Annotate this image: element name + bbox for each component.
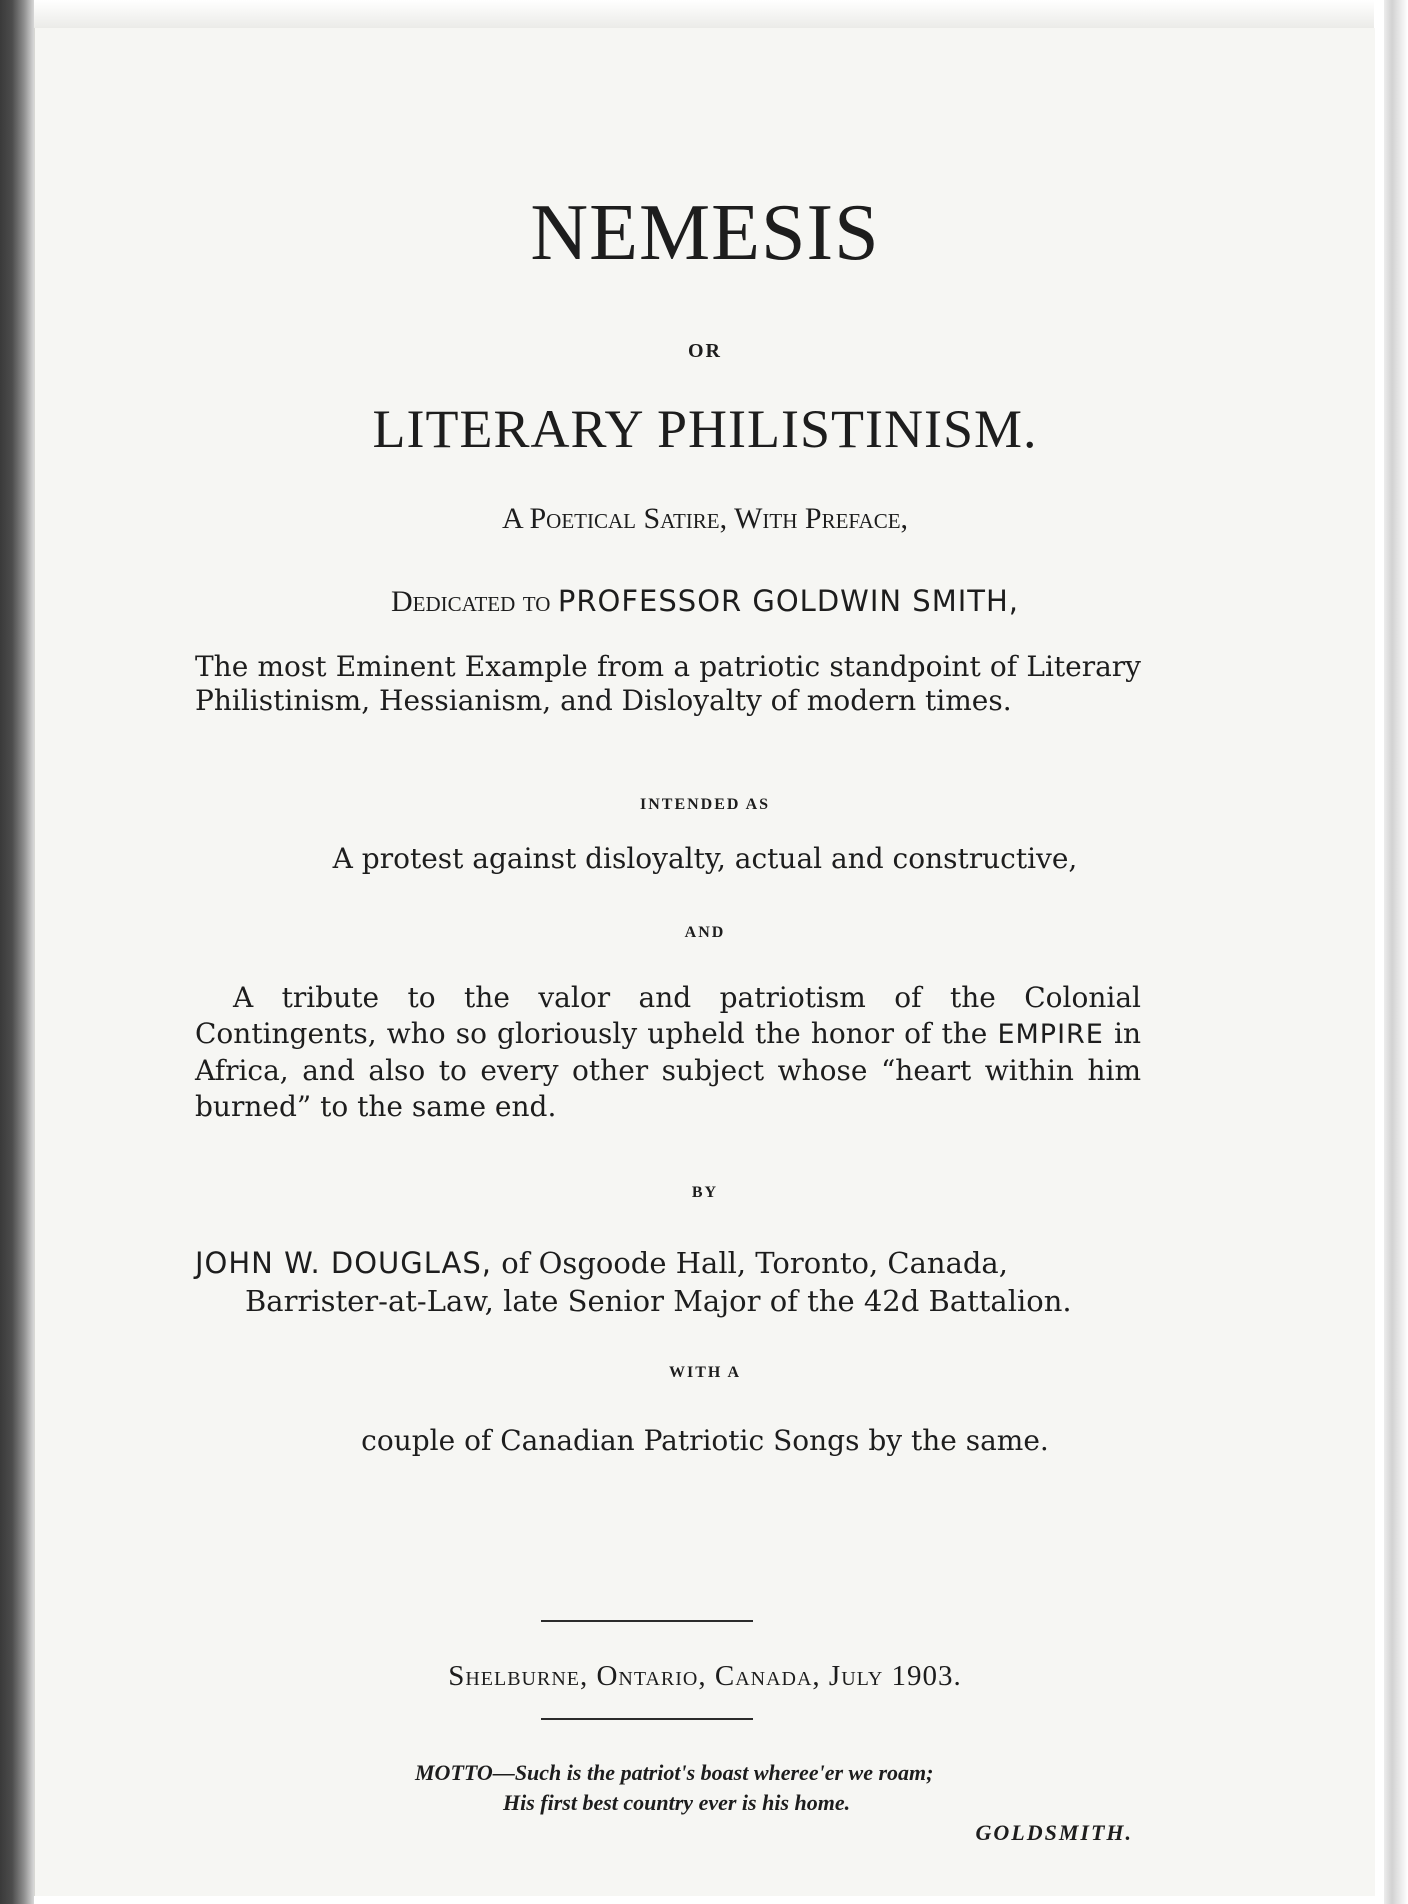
- author-affiliation: of Osgoode Hall, Toronto, Canada,: [501, 1246, 1008, 1280]
- dedication-line: [35, 584, 1375, 619]
- tribute-text-part2: in Africa, and also to every other subject whose “heart within him burned” to the same end.: [195, 1017, 1141, 1123]
- divider-rule-bottom: [541, 1718, 753, 1720]
- book-subtitle: LITERARY PHILISTINISM.: [372, 399, 1038, 459]
- page-top-edge: [34, 0, 1374, 28]
- author-name: JOHN W. DOUGLAS,: [195, 1246, 493, 1280]
- imprint-line: Shelburne, Ontario, Canada, July 1903.: [448, 1660, 962, 1692]
- songs-line: couple of Canadian Patriotic Songs by the same.: [361, 1424, 1049, 1457]
- dedication-prefix: Dedicated to: [390, 585, 551, 618]
- with-a-label: WITH A: [668, 1364, 741, 1381]
- motto-attribution: GOLDSMITH.: [975, 1820, 1133, 1845]
- protest-statement: A protest against disloyalty, actual and constructive,: [332, 842, 1078, 875]
- motto-line-1: MOTTO—Such is the patriot's boast wheree'er we roam;: [415, 1760, 934, 1785]
- book-title: NEMESIS: [530, 189, 880, 277]
- author-block: [195, 1244, 1141, 1320]
- and-label: AND: [684, 924, 726, 941]
- divider-rule-top: [541, 1620, 753, 1622]
- tribute-paragraph: [195, 980, 1141, 1125]
- dedicatee-name: PROFESSOR GOLDWIN SMITH,: [557, 584, 1020, 618]
- dedication-description: The most Eminent Example from a patriotic standpoint of Literary Philistinism, Hessianism, and Disloyalty of modern times.: [195, 650, 1141, 717]
- book-binding-left: [0, 0, 34, 1904]
- motto-block: [415, 1758, 1133, 1848]
- title-page: [34, 28, 1375, 1896]
- author-credentials: Barrister-at-Law, late Senior Major of the 42d Battalion.: [245, 1284, 1072, 1318]
- or-connector: OR: [688, 340, 722, 362]
- satire-description: A Poetical Satire, With Preface,: [501, 502, 909, 535]
- motto-line-2: His first best country ever is his home.: [503, 1790, 851, 1815]
- tribute-empire: EMPIRE: [997, 1019, 1104, 1050]
- page-edge-right: [1384, 0, 1408, 1904]
- intended-as-label: INTENDED AS: [639, 796, 771, 813]
- by-label: BY: [691, 1184, 719, 1201]
- tribute-text-part1: A tribute to the valor and patriotism of the Colonial Contingents, who so gloriously upheld the honor of the: [195, 981, 1141, 1050]
